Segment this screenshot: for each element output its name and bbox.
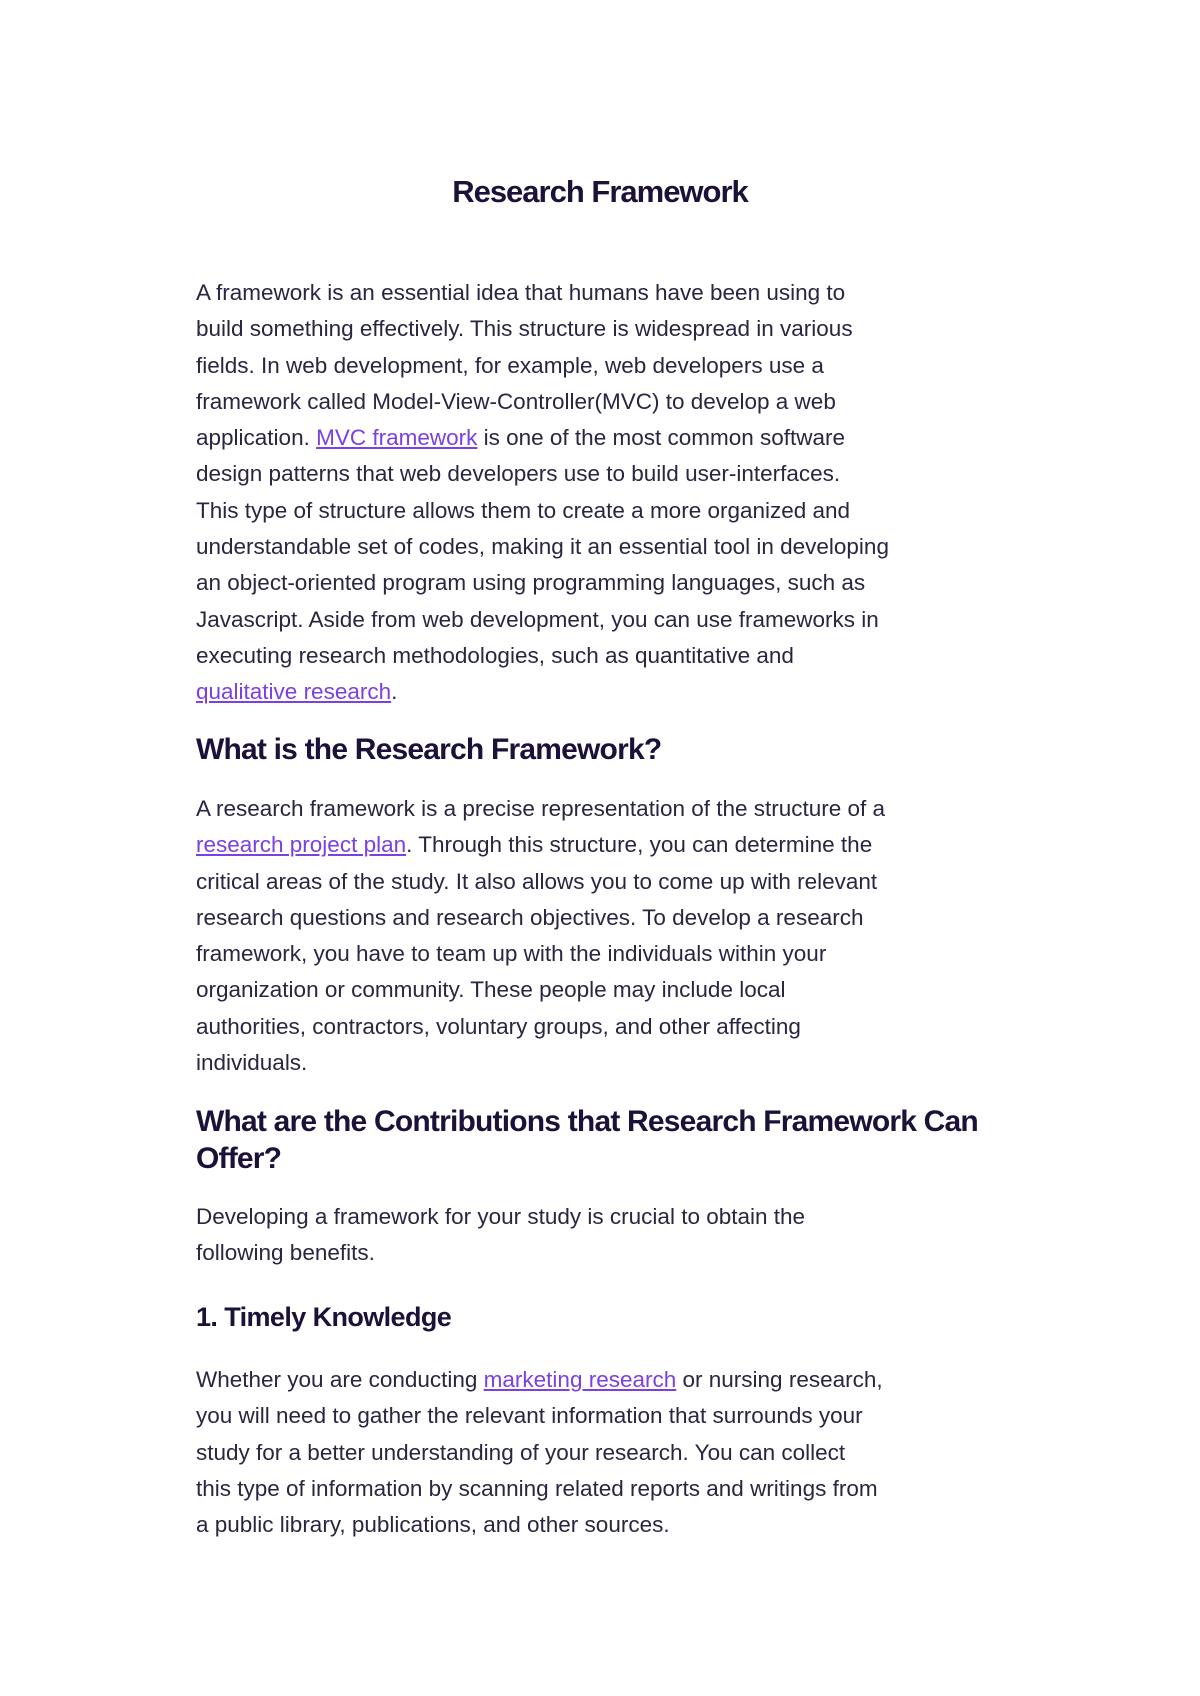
what-paragraph: [196, 791, 1016, 1081]
text-segment: framework, you have to team up with the individuals within your: [196, 941, 827, 967]
inline-link[interactable]: MVC framework: [316, 425, 478, 451]
text-segment: application.: [196, 425, 317, 451]
text-line: [196, 791, 1016, 827]
heading-what-is-research-framework: What is the Research Framework?: [196, 733, 662, 766]
text-segment: Whether you are conducting: [196, 1367, 484, 1392]
text-segment: organization or community. These people may include local: [196, 977, 786, 1003]
text-segment: critical areas of the study. It also allows you to come up with relevant: [196, 868, 878, 894]
text-line: [196, 827, 1016, 863]
text-segment: you will need to gather the relevant information that surrounds your: [196, 1403, 863, 1429]
intro-paragraph: [196, 275, 1016, 711]
text-line: [196, 602, 1016, 638]
text-line: [196, 1471, 1016, 1507]
text-line: [196, 420, 1016, 456]
text-line: [196, 1235, 1016, 1271]
inline-link[interactable]: marketing research: [483, 1367, 677, 1392]
text-segment: or nursing research,: [676, 1367, 883, 1392]
text-segment: .: [391, 679, 398, 705]
heading-timely-knowledge: 1. Timely Knowledge: [196, 1302, 452, 1332]
text-segment: A framework is an essential idea that humans have been using to: [196, 280, 846, 305]
text-line: [196, 348, 1016, 384]
text-line: [196, 674, 1016, 710]
text-segment: executing research methodologies, such as quantitative and: [196, 642, 794, 668]
text-line: [196, 1435, 1016, 1471]
text-segment: this type of information by scanning related reports and writings from: [196, 1475, 878, 1501]
text-segment: an object-oriented program using programming languages, such as: [196, 570, 866, 596]
inline-link[interactable]: research project plan: [196, 832, 407, 858]
text-segment: fields. In web development, for example, web developers use a: [196, 352, 824, 378]
text-segment: understandable set of codes, making it an essential tool in developing: [196, 534, 889, 560]
text-line: [196, 1362, 1016, 1398]
text-line: [196, 311, 1016, 347]
text-line: [196, 936, 1016, 972]
text-segment: research questions and research objectives. To develop a research: [196, 904, 864, 930]
text-segment: build something effectively. This structure is widespread in various: [196, 316, 853, 342]
text-line: [196, 275, 1016, 311]
text-line: [196, 493, 1016, 529]
text-segment: authorities, contractors, voluntary groups, and other affecting: [196, 1013, 801, 1039]
text-segment: Developing a framework for your study is crucial to obtain the: [196, 1204, 806, 1229]
text-segment: individuals.: [196, 1050, 308, 1076]
text-line: [196, 565, 1016, 601]
text-line: [196, 864, 1016, 900]
text-line: [196, 384, 1016, 420]
text-line: [196, 638, 1016, 674]
text-segment: study for a better understanding of your research. You can collect: [196, 1439, 846, 1465]
contributions-paragraph: [196, 1199, 1016, 1272]
text-line: [196, 1398, 1016, 1434]
text-segment: A research framework is a precise representation of the structure of a: [196, 796, 886, 821]
text-line: [196, 1199, 1016, 1235]
text-line: [196, 456, 1016, 492]
text-line: [196, 972, 1016, 1008]
text-line: [196, 1045, 1016, 1081]
text-segment: framework called Model-View-Controller(MVC) to develop a web: [196, 388, 836, 414]
text-line: [196, 1009, 1016, 1045]
text-line: [196, 529, 1016, 565]
heading-contributions: What are the Contributions that Research Framework Can Offer?: [196, 1105, 978, 1175]
text-segment: . Through this structure, you can determine the: [406, 832, 873, 858]
page-title: Research Framework: [452, 174, 748, 209]
text-segment: is one of the most common software: [477, 425, 846, 451]
text-segment: following benefits.: [196, 1240, 375, 1266]
text-segment: design patterns that web developers use to build user-interfaces.: [196, 461, 841, 487]
text-line: [196, 1507, 1016, 1543]
text-segment: This type of structure allows them to create a more organized and: [196, 497, 851, 523]
inline-link[interactable]: qualitative research: [196, 679, 392, 705]
text-line: [196, 900, 1016, 936]
text-segment: Javascript. Aside from web development, you can use frameworks in: [196, 606, 879, 632]
text-segment: a public library, publications, and other sources.: [196, 1512, 670, 1538]
timely-paragraph: [196, 1362, 1016, 1543]
